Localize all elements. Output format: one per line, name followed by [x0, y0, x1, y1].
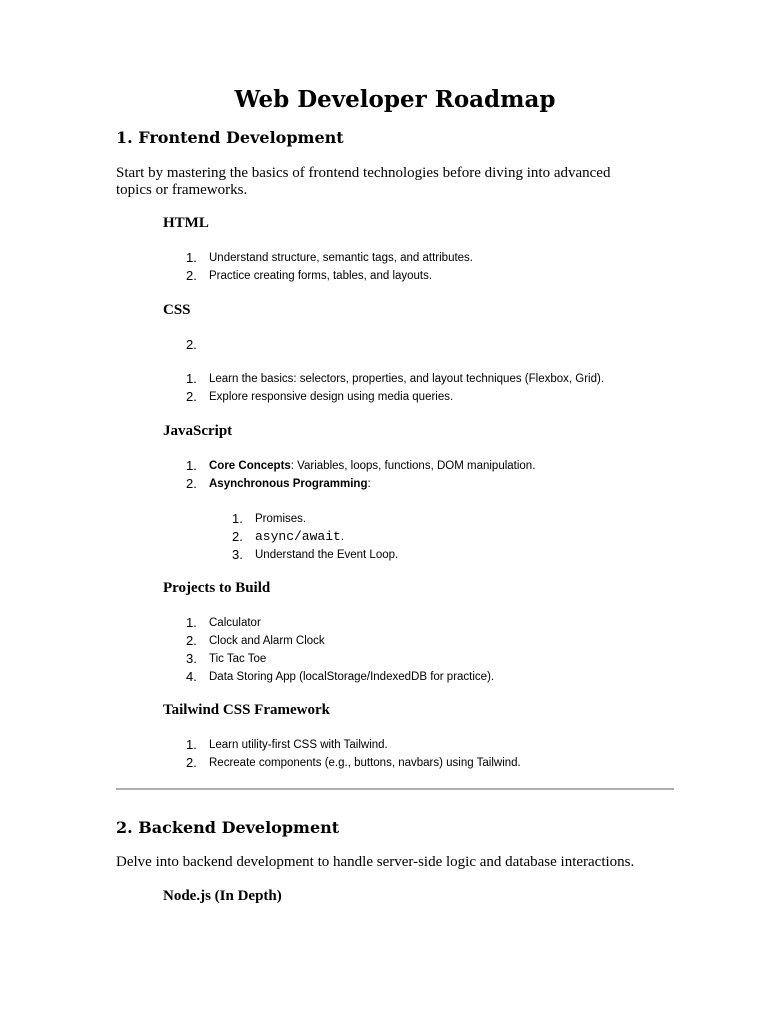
list-item-text: Promises.	[255, 513, 307, 525]
list-number: 2.	[186, 633, 197, 648]
list-number: 1.	[186, 371, 197, 386]
list-number: 1.	[186, 615, 197, 630]
list-item	[116, 475, 674, 493]
backend-intro: Delve into backend development to handle server-side logic and database interactions.	[116, 854, 635, 870]
section-heading-frontend: 1. Frontend Development	[116, 128, 344, 147]
list-number: 1.	[232, 511, 243, 526]
list-item	[116, 754, 674, 772]
list-number: 2.	[232, 529, 243, 544]
javascript-list	[116, 457, 674, 493]
list-number: 2.	[186, 389, 197, 404]
list-item-suffix: .	[340, 531, 345, 543]
frontend-intro	[116, 165, 674, 199]
list-item	[116, 632, 674, 650]
projects-list	[116, 614, 674, 686]
css-list	[116, 370, 674, 406]
frontend-intro-line1: Start by mastering the basics of frontend technologies before diving into advanced	[116, 165, 611, 181]
async-nested-list	[116, 510, 674, 564]
list-item-text: Tic Tac Toe	[209, 653, 267, 665]
list-item-text: Learn utility-first CSS with Tailwind.	[209, 739, 388, 751]
async-programming-label: Asynchronous Programming	[209, 478, 368, 490]
async-await-code: async/await	[255, 529, 341, 544]
list-item-text: Data Storing App (localStorage/IndexedDB for practice).	[209, 671, 495, 683]
list-item	[116, 614, 674, 632]
list-number: 4.	[186, 669, 197, 684]
list-number: 2.	[186, 337, 197, 352]
subheading-tailwind: Tailwind CSS Framework	[163, 702, 330, 718]
list-number: 1.	[186, 250, 197, 265]
list-item	[116, 457, 674, 475]
list-item-text: Understand the Event Loop.	[255, 549, 399, 561]
core-concepts-text: : Variables, loops, functions, DOM manipulation.	[290, 460, 536, 472]
list-item	[116, 370, 674, 388]
tailwind-list	[116, 736, 674, 772]
list-item	[116, 528, 674, 546]
list-item	[116, 546, 674, 564]
list-number: 3.	[232, 547, 243, 562]
list-item-text: Learn the basics: selectors, properties, and layout techniques (Flexbox, Grid).	[209, 373, 605, 385]
list-item	[116, 336, 674, 354]
subheading-html: HTML	[163, 215, 209, 231]
list-item	[116, 668, 674, 686]
subheading-projects: Projects to Build	[163, 580, 271, 596]
list-item	[116, 249, 674, 267]
list-number: 2.	[186, 476, 197, 491]
list-item-text: Understand structure, semantic tags, and attributes.	[209, 252, 473, 264]
list-item	[116, 736, 674, 754]
list-item	[116, 267, 674, 285]
list-item	[116, 650, 674, 668]
subheading-css: CSS	[163, 302, 191, 318]
list-item-text: Practice creating forms, tables, and layouts.	[209, 270, 433, 282]
list-number: 3.	[186, 651, 197, 666]
list-item-text: Recreate components (e.g., buttons, navbars) using Tailwind.	[209, 757, 521, 769]
list-item	[116, 510, 674, 528]
list-item-text: Calculator	[209, 617, 261, 629]
list-item	[116, 388, 674, 406]
frontend-intro-line2: topics or frameworks.	[116, 182, 248, 198]
list-number: 1.	[186, 737, 197, 752]
list-number: 2.	[186, 268, 197, 283]
core-concepts-label: Core Concepts	[209, 460, 291, 472]
async-programming-suffix: :	[367, 478, 371, 490]
subheading-javascript: JavaScript	[163, 423, 233, 439]
list-item-text: Explore responsive design using media queries.	[209, 391, 454, 403]
subheading-nodejs: Node.js (In Depth)	[163, 888, 282, 904]
page-title: Web Developer Roadmap	[234, 86, 556, 113]
css-stray-list	[116, 336, 674, 354]
list-number: 2.	[186, 755, 197, 770]
list-number: 1.	[186, 458, 197, 473]
html-list	[116, 249, 674, 285]
section-divider	[116, 788, 674, 790]
list-item-text: Clock and Alarm Clock	[209, 635, 325, 647]
section-heading-backend: 2. Backend Development	[116, 818, 340, 837]
